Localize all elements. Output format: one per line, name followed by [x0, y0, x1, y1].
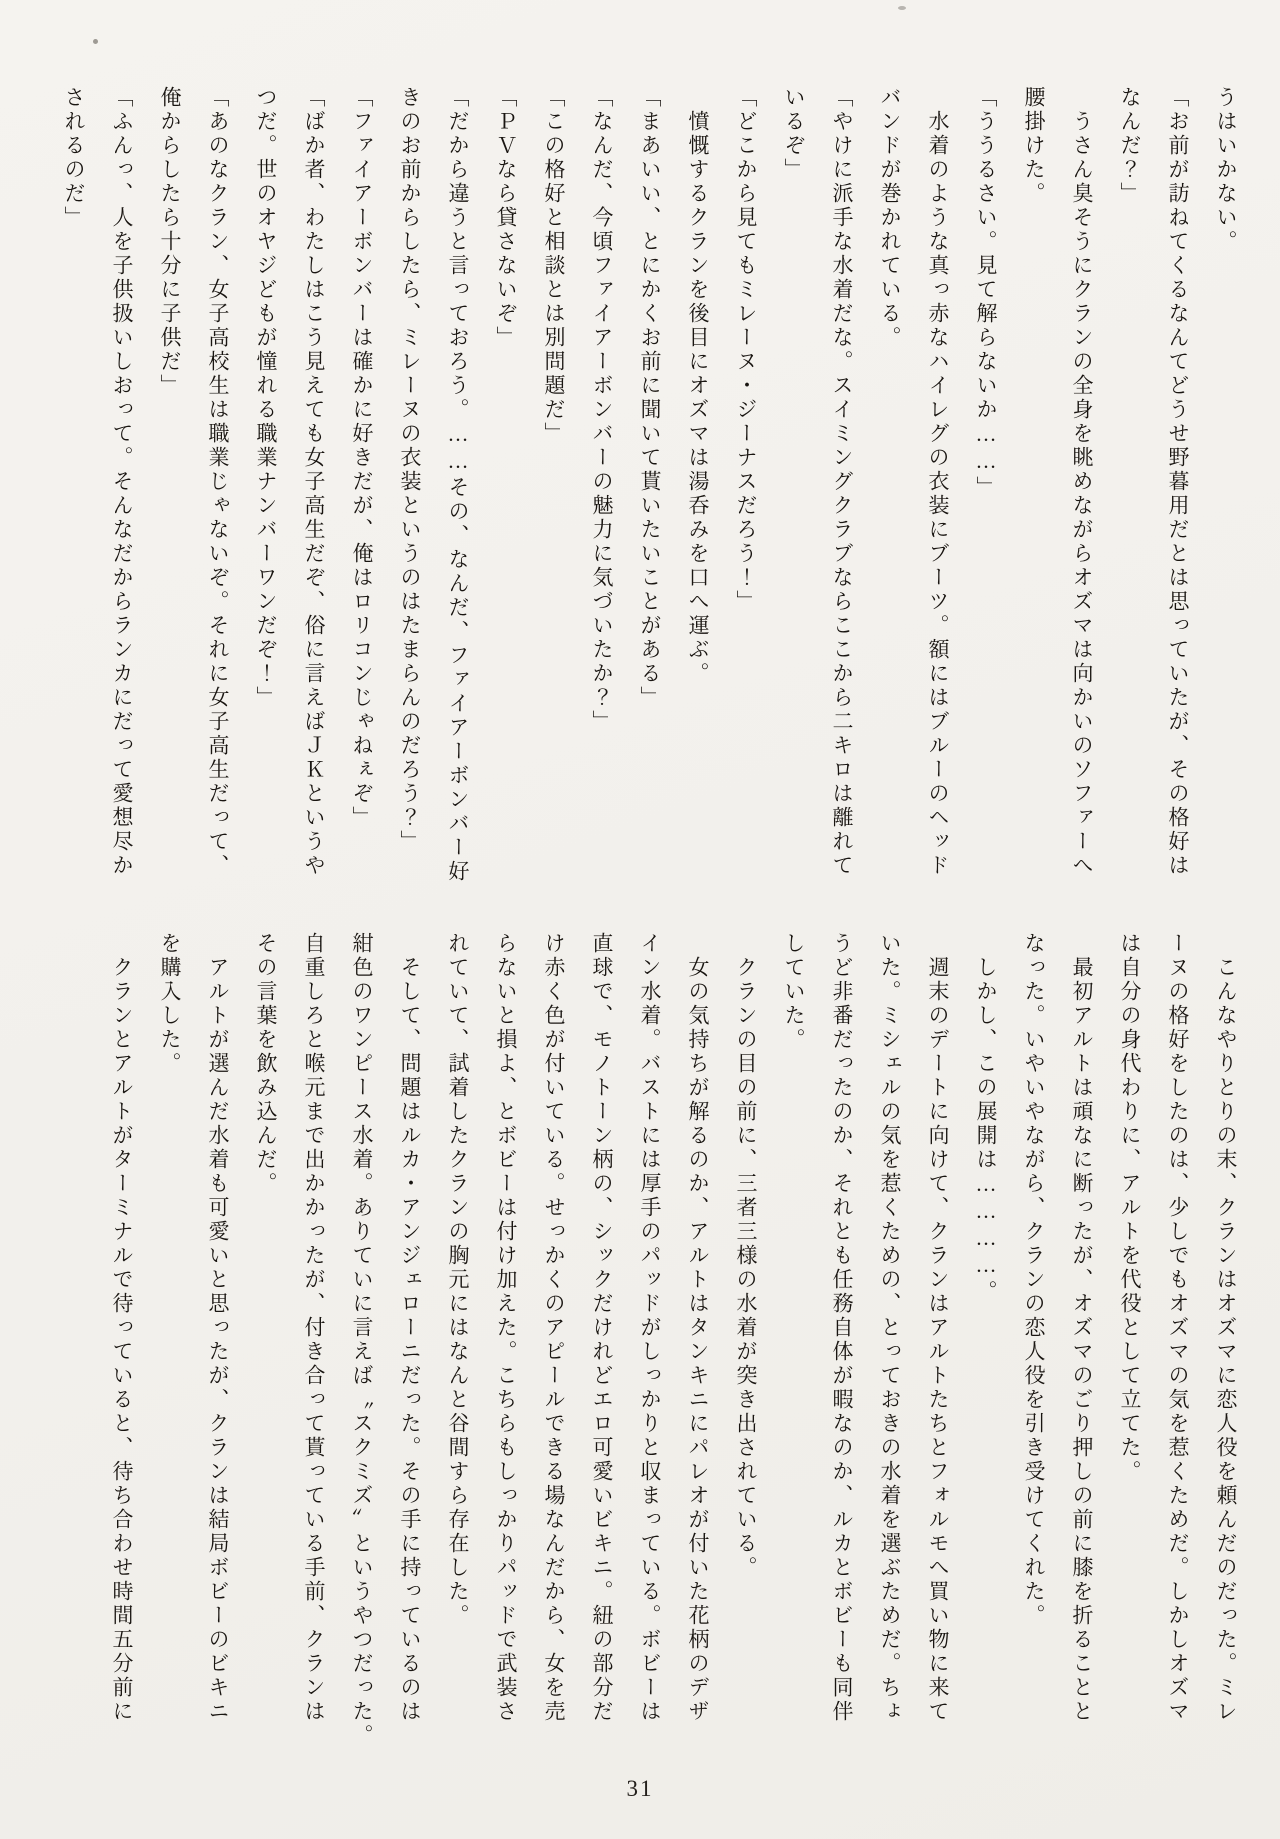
- vertical-text-line: 俺からしたら十分に子供だ」: [158, 86, 182, 398]
- vertical-text-line: れていて、試着したクランの胸元にはなんと谷間すら存在した。: [446, 932, 470, 1628]
- vertical-text-line: 「なんだ、今頃ファイアーボンバーの魅力に気づいたか？」: [590, 86, 614, 734]
- vertical-text-line: していた。: [782, 932, 806, 1052]
- vertical-text-line: 自重しろと喉元まで出かかったが、付き合って貰っている手前、クランは: [302, 932, 326, 1724]
- vertical-text-line: 腰掛けた。: [1022, 86, 1046, 206]
- vertical-text-line: 「まあいい、とにかくお前に聞いて貰いたいことがある」: [638, 86, 662, 710]
- vertical-text-line: 女の気持ちが解るのか、アルトはタンキニにパレオが付いた花柄のデザ: [686, 932, 710, 1724]
- vertical-text-line: バンドが巻かれている。: [878, 86, 902, 350]
- vertical-text-line: 「どこから見てもミレーヌ・ジーナスだろう！」: [734, 86, 758, 614]
- vertical-text-block-lower: [98, 932, 1250, 1748]
- vertical-text-block-upper: [50, 86, 1250, 884]
- vertical-text-line: 直球で、モノトーン柄の、シックだけれどエロ可愛いビキニ。紐の部分だ: [590, 932, 614, 1724]
- vertical-text-line: を購入した。: [158, 932, 182, 1076]
- vertical-text-line: イン水着。バストには厚手のパッドがしっかりと収まっている。ボビーは: [638, 932, 662, 1724]
- vertical-text-line: なった。いやいやながら、クランの恋人役を引き受けてくれた。: [1022, 932, 1046, 1628]
- vertical-text-line: いた。ミシェルの気を惹くための、とっておきの水着を選ぶためだ。ちょ: [878, 932, 902, 1724]
- vertical-text-line: け赤く色が付いている。せっかくのアピールできる場なんだから、女を売: [542, 932, 566, 1724]
- scan-artifact-dot: [898, 6, 906, 10]
- vertical-text-line: いるぞ」: [782, 86, 806, 182]
- vertical-text-line: ーヌの格好をしたのは、少しでもオズマの気を惹くためだ。しかしオズマ: [1166, 932, 1190, 1724]
- vertical-text-line: 「ＰＶなら貸さないぞ」: [494, 86, 518, 350]
- vertical-text-line: こんなやりとりの末、クランはオズマに恋人役を頼んだのだった。ミレ: [1214, 932, 1238, 1724]
- vertical-text-line: 「ふんっ、人を子供扱いしおって。そんなだからランカにだって愛想尽か: [110, 86, 134, 878]
- vertical-text-line: 週末のデートに向けて、クランはアルトたちとフォルモへ買い物に来て: [926, 932, 950, 1724]
- vertical-text-line: その言葉を飲み込んだ。: [254, 932, 278, 1196]
- vertical-text-line: 水着のような真っ赤なハイレグの衣装にブーツ。額にはブルーのヘッド: [926, 86, 950, 878]
- vertical-text-line: なんだ？」: [1118, 86, 1142, 206]
- vertical-text-line: アルトが選んだ水着も可愛いと思ったが、クランは結局ボビーのビキニ: [206, 932, 230, 1724]
- vertical-text-line: つだ。世のオヤジどもが憧れる職業ナンバーワンだぞ！」: [254, 86, 278, 710]
- vertical-text-line: は自分の身代わりに、アルトを代役として立てた。: [1118, 932, 1142, 1484]
- vertical-text-line: 紺色のワンピース水着。ありていに言えば〝スクミズ〟というやつだった。: [350, 932, 374, 1748]
- vertical-text-line: クランの目の前に、三者三様の水着が突き出されている。: [734, 932, 758, 1580]
- vertical-text-line: クランとアルトがターミナルで待っていると、待ち合わせ時間五分前に: [110, 932, 134, 1724]
- vertical-text-line: 憤慨するクランを後目にオズマは湯呑みを口へ運ぶ。: [686, 86, 710, 686]
- vertical-text-line: 最初アルトは頑なに断ったが、オズマのごり押しの前に膝を折ることと: [1070, 932, 1094, 1724]
- vertical-text-line: 「あのなクラン、女子高校生は職業じゃないぞ。それに女子高生だって、: [206, 86, 230, 878]
- page-number: 31: [626, 1776, 654, 1801]
- vertical-text-line: うはいかない。: [1214, 86, 1238, 254]
- vertical-text-line: うど非番だったのか、それとも任務自体が暇なのか、ルカとボビーも同伴: [830, 932, 854, 1724]
- vertical-text-line: うさん臭そうにクランの全身を眺めながらオズマは向かいのソファーへ: [1070, 86, 1094, 878]
- vertical-text-line: しかし、この展開は…………。: [974, 932, 998, 1304]
- scan-artifact-dot: [93, 39, 98, 44]
- vertical-text-line: 「ばか者、わたしはこう見えても女子高生だぞ、俗に言えばＪＫというや: [302, 86, 326, 878]
- vertical-text-line: 「だから違うと言っておろう。……その、なんだ、ファイアーボンバー好: [446, 86, 470, 884]
- vertical-text-line: されるのだ」: [62, 86, 86, 230]
- vertical-text-line: 「やけに派手な水着だな。スイミングクラブならここから二キロは離れて: [830, 86, 854, 878]
- vertical-text-line: らないと損よ、とボビーは付け加えた。こちらもしっかりパッドで武装さ: [494, 932, 518, 1724]
- vertical-text-line: 「この格好と相談とは別問題だ」: [542, 86, 566, 446]
- vertical-text-line: 「ううるさい。見て解らないか……」: [974, 86, 998, 500]
- vertical-text-line: 「ファイアーボンバーは確かに好きだが、俺はロリコンじゃねぇぞ」: [350, 86, 374, 830]
- vertical-text-line: きのお前からしたら、ミレーヌの衣装というのはたまらんのだろう？」: [398, 86, 422, 854]
- vertical-text-line: 「お前が訪ねてくるなんてどうせ野暮用だとは思っていたが、その格好は: [1166, 86, 1190, 878]
- vertical-text-line: そして、問題はルカ・アンジェローニだった。その手に持っているのは: [398, 932, 422, 1724]
